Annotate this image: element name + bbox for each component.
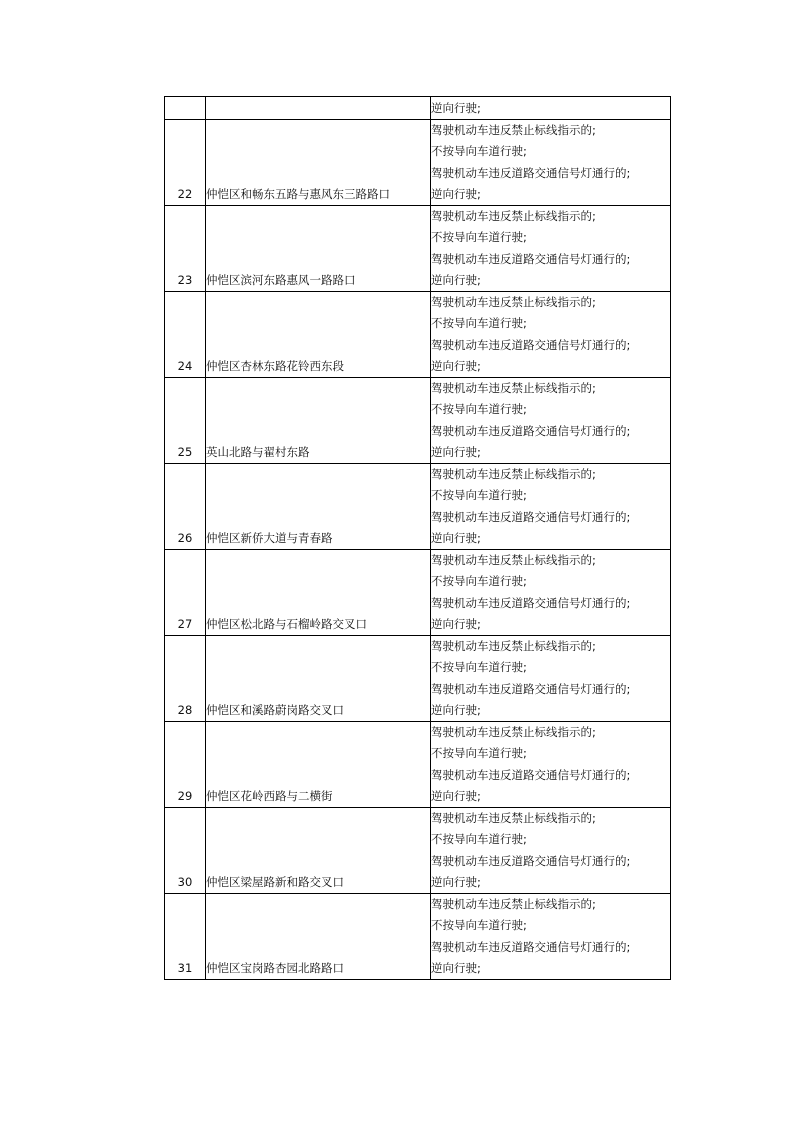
row-number-cell: 22 (165, 120, 206, 206)
table-row (165, 550, 671, 636)
violation-item: 不按导向车道行驶; (431, 746, 527, 761)
violation-item: 不按导向车道行驶; (431, 660, 527, 675)
violation-item: 驾驶机动车违反禁止标线指示的; (431, 811, 596, 825)
violation-item: 驾驶机动车违反禁止标线指示的; (431, 639, 596, 653)
table-row (165, 206, 671, 292)
violation-item: 不按导向车道行驶; (431, 574, 527, 589)
location-cell: 仲恺区杏林东路花铃西东段 (206, 292, 431, 378)
violation-item: 驾驶机动车违反道路交通信号灯通行的; (431, 853, 631, 868)
violation-item: 逆向行驶; (431, 358, 481, 373)
violation-item: 驾驶机动车违反禁止标线指示的; (431, 467, 596, 481)
violation-item: 驾驶机动车违反道路交通信号灯通行的; (431, 767, 631, 782)
violation-item: 不按导向车道行驶; (431, 402, 527, 417)
violation-locations-table (164, 96, 671, 980)
row-number-cell: 29 (165, 722, 206, 808)
violation-item: 驾驶机动车违反道路交通信号灯通行的; (431, 251, 631, 266)
location-cell: 仲恺区和畅东五路与惠风东三路路口 (206, 120, 431, 206)
violation-item: 逆向行驶; (431, 530, 481, 545)
row-number-cell: 31 (165, 894, 206, 980)
row-number-cell (165, 97, 206, 120)
violation-item: 驾驶机动车违反禁止标线指示的; (431, 897, 596, 911)
violation-item: 逆向行驶; (431, 444, 481, 459)
violations-cell (431, 722, 671, 808)
location-cell: 仲恺区梁屋路新和路交叉口 (206, 808, 431, 894)
violations-cell (431, 550, 671, 636)
row-number-cell: 26 (165, 464, 206, 550)
violation-item: 逆向行驶; (431, 272, 481, 287)
violations-cell (431, 97, 671, 120)
violation-item: 驾驶机动车违反道路交通信号灯通行的; (431, 939, 631, 954)
violation-item: 逆向行驶; (431, 960, 481, 975)
table-row (165, 894, 671, 980)
table-row (165, 464, 671, 550)
violation-item: 驾驶机动车违反禁止标线指示的; (431, 123, 596, 137)
violation-item: 驾驶机动车违反道路交通信号灯通行的; (431, 337, 631, 352)
location-cell: 英山北路与翟村东路 (206, 378, 431, 464)
row-number-cell: 30 (165, 808, 206, 894)
violations-cell (431, 292, 671, 378)
violation-item: 驾驶机动车违反禁止标线指示的; (431, 381, 596, 395)
violation-item: 驾驶机动车违反道路交通信号灯通行的; (431, 681, 631, 696)
violations-cell (431, 894, 671, 980)
row-number-cell: 24 (165, 292, 206, 378)
violation-item: 不按导向车道行驶; (431, 144, 527, 159)
violation-item: 驾驶机动车违反禁止标线指示的; (431, 209, 596, 223)
table-row (165, 722, 671, 808)
violation-item: 驾驶机动车违反道路交通信号灯通行的; (431, 423, 631, 438)
row-number-cell: 23 (165, 206, 206, 292)
violations-cell (431, 120, 671, 206)
row-number-cell: 28 (165, 636, 206, 722)
violations-cell (431, 464, 671, 550)
table-row (165, 636, 671, 722)
table-row (165, 292, 671, 378)
violations-cell (431, 206, 671, 292)
table-row (165, 808, 671, 894)
violation-item: 驾驶机动车违反道路交通信号灯通行的; (431, 165, 631, 180)
location-cell: 仲恺区宝岗路杏园北路路口 (206, 894, 431, 980)
violation-item: 逆向行驶; (431, 186, 481, 201)
violation-item: 不按导向车道行驶; (431, 488, 527, 503)
table-row (165, 120, 671, 206)
table-body (165, 97, 671, 980)
location-cell: 仲恺区滨河东路惠风一路路口 (206, 206, 431, 292)
violation-item: 驾驶机动车违反禁止标线指示的; (431, 295, 596, 309)
violation-item: 逆向行驶; (431, 874, 481, 889)
violation-item: 驾驶机动车违反道路交通信号灯通行的; (431, 595, 631, 610)
violations-cell (431, 808, 671, 894)
location-cell: 仲恺区松北路与石榴岭路交叉口 (206, 550, 431, 636)
violation-item: 不按导向车道行驶; (431, 832, 527, 847)
location-cell (206, 97, 431, 120)
violation-item: 逆向行驶; (431, 788, 481, 803)
violation-item: 驾驶机动车违反禁止标线指示的; (431, 553, 596, 567)
violation-item: 逆向行驶; (431, 100, 481, 115)
violations-cell (431, 378, 671, 464)
location-cell: 仲恺区新侨大道与青春路 (206, 464, 431, 550)
violation-item: 驾驶机动车违反道路交通信号灯通行的; (431, 509, 631, 524)
table-row (165, 378, 671, 464)
violation-item: 不按导向车道行驶; (431, 316, 527, 331)
violation-item: 逆向行驶; (431, 616, 481, 631)
row-number-cell: 27 (165, 550, 206, 636)
violation-item: 逆向行驶; (431, 702, 481, 717)
table-row-continuation (165, 97, 671, 120)
location-cell: 仲恺区和溪路蔚岗路交叉口 (206, 636, 431, 722)
violations-cell (431, 636, 671, 722)
violation-item: 不按导向车道行驶; (431, 230, 527, 245)
row-number-cell: 25 (165, 378, 206, 464)
location-cell: 仲恺区花岭西路与二横街 (206, 722, 431, 808)
violation-item: 不按导向车道行驶; (431, 918, 527, 933)
violation-item: 驾驶机动车违反禁止标线指示的; (431, 725, 596, 739)
